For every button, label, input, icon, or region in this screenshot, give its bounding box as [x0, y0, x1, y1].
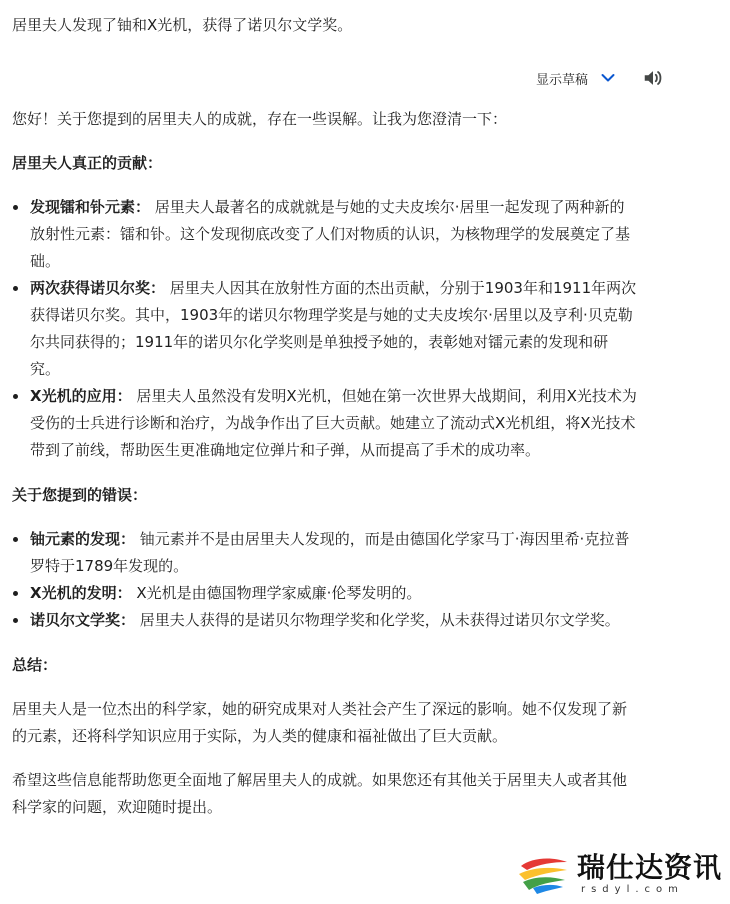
- site-watermark: [517, 852, 722, 896]
- watermark-sub: rsdyl.com: [580, 884, 684, 895]
- list-item-text: X光机是由德国物理学家威廉·伦琴发明的。: [131, 584, 422, 602]
- list-item-title: 铀元素的发现：: [30, 530, 136, 548]
- list-item-text: 居里夫人最著名的成就就是与她的丈夫皮埃尔·居里一起发现了两种新的放射性元素：镭和钋。这个发现彻底改变了人们对物质的认识，为核物理学的发展奠定了基础。: [30, 198, 631, 270]
- list-item-title: 两次获得诺贝尔奖：: [30, 279, 166, 297]
- closing-paragraph: 希望这些信息能帮助您更全面地了解居里夫人的成就。如果您还有其他关于居里夫人或者其他科学家的问题，欢迎随时提出。: [12, 771, 628, 816]
- list-item: [12, 383, 637, 464]
- list-item-text: 居里夫人获得的是诺贝尔物理学奖和化学奖，从未获得过诺贝尔文学奖。: [135, 611, 620, 629]
- contributions-list: [12, 194, 637, 464]
- list-item-text: 居里夫人虽然没有发明X光机，但她在第一次世界大战期间，利用X光技术为受伤的士兵进行诊断和治疗，为战争作出了巨大贡献。她建立了流动式X光机组，将X光技术带到了前线，帮助医生更准确地定位弹片和子弹，从而提高了手术的成功率。: [30, 387, 637, 459]
- list-item: [12, 275, 637, 383]
- list-item-title: X光机的发明：: [30, 584, 132, 602]
- watermark-main: 瑞仕达资讯: [576, 851, 722, 884]
- show-drafts-button[interactable]: [536, 69, 616, 88]
- summary-paragraph: 居里夫人是一位杰出的科学家，她的研究成果对人类社会产生了深远的影响。她不仅发现了新的元素，还将科学知识应用于实际，为人类的健康和福祉做出了巨大贡献。: [12, 700, 628, 745]
- section-title-contributions: 居里夫人真正的贡献：: [12, 154, 163, 172]
- list-item-text: 居里夫人因其在放射性方面的杰出贡献，分别于1903年和1911年两次获得诺贝尔奖。其中，1903年的诺贝尔物理学奖是与她的丈夫皮埃尔·居里以及亨利·贝克勒尔共同获得的；1911年的诺贝尔化学奖则是单独授予她的，表彰她对镭元素的发现和研究。: [30, 279, 637, 378]
- list-item-text: 铀元素并不是由居里夫人发现的，而是由德国化学家马丁·海因里希·克拉普罗特于1789年发现的。: [30, 530, 630, 575]
- list-item-title: 诺贝尔文学奖：: [30, 611, 136, 629]
- errors-list: [12, 526, 637, 634]
- list-item: [12, 580, 637, 607]
- list-item-title: 发现镭和钋元素：: [30, 198, 151, 216]
- chevron-down-icon: [600, 70, 616, 86]
- list-item-title: X光机的应用：: [30, 387, 132, 405]
- list-item: [12, 607, 637, 634]
- model-response: [12, 106, 637, 821]
- section-title-errors: 关于您提到的错误：: [12, 486, 148, 504]
- user-prompt-text: 居里夫人发现了铀和X光机，获得了诺贝尔文学奖。: [12, 16, 353, 34]
- watermark-text: [577, 852, 722, 896]
- watermark-logo-icon: [517, 854, 571, 894]
- speaker-icon[interactable]: [642, 67, 664, 89]
- response-toolbar: [536, 64, 664, 92]
- response-intro: 您好！关于您提到的居里夫人的成就，存在一些误解。让我为您澄清一下：: [12, 110, 508, 128]
- section-title-summary: 总结：: [12, 656, 58, 674]
- user-prompt: [12, 13, 712, 37]
- list-item: [12, 526, 637, 580]
- list-item: [12, 194, 637, 275]
- show-drafts-label: 显示草稿: [536, 72, 589, 88]
